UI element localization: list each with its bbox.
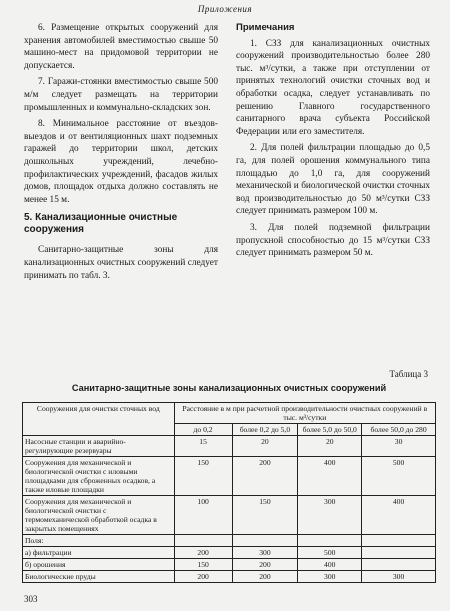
paragraph-item-6: 6. Размещение открытых сооружений для хранения автомобилей вместимостью свыше 50 машино-мест на придомовой территории не допускается. bbox=[24, 23, 218, 71]
row-value bbox=[298, 535, 362, 547]
section-heading: 5. Канализационные очистные сооружения bbox=[24, 212, 178, 236]
left-column bbox=[24, 22, 218, 286]
row-value: 200 bbox=[174, 547, 232, 559]
row-value: 400 bbox=[298, 559, 362, 571]
note-2: 2. Для полей фильтрации площадью до 0,5 га, для полей орошения коммунального типа площадью до 1,0 га, для сооружений механической и биологической очистки сточных вод производительностью до 50 м³/сутки СЗЗ следует принимать размером 100 м. bbox=[236, 143, 430, 217]
row-value: 300 bbox=[298, 571, 362, 583]
paragraph-item-7: 7. Гаражи-стоянки вместимостью свыше 500 м/м следует размещать на территории промышленных и коммунально-складских зон. bbox=[24, 77, 218, 113]
row-value: 400 bbox=[298, 457, 362, 496]
table-row bbox=[23, 496, 436, 535]
table-row bbox=[23, 559, 436, 571]
section-text: Санитарно-защитные зоны для канализационных очистных сооружений следует принимать по табл. 3. bbox=[24, 245, 218, 281]
sanitary-zones-table bbox=[22, 402, 436, 583]
row-value bbox=[362, 535, 436, 547]
row-value: 150 bbox=[174, 457, 232, 496]
row-value bbox=[362, 559, 436, 571]
row-value: 150 bbox=[232, 496, 298, 535]
row-value: 20 bbox=[298, 436, 362, 457]
row-name: Биологические пруды bbox=[23, 571, 175, 583]
paragraph-item-8: 8. Минимальное расстояние от въездов-выездов и от вентиляционных шахт подземных гаражей до территории школ, детских дошкольных учреждений, лечебно-профилактических учреждений, фасадов жилых домов, площадок отдыха должно составлять не менее 15 м. bbox=[24, 119, 218, 205]
row-value: 300 bbox=[298, 496, 362, 535]
row-value: 500 bbox=[298, 547, 362, 559]
note-1: 1. СЗЗ для канализационных очистных сооружений производительностью более 280 тыс. м³/сутки, а также при отступлении от принятых технологий очистки сточных вод и обработки осадка, следует устанавливать по решению Главного государственного санитарного врача субъекта Российской Федерации или его заместителя. bbox=[236, 38, 430, 137]
row-value: 500 bbox=[362, 457, 436, 496]
row-value bbox=[232, 535, 298, 547]
note-3: 3. Для полей подземной фильтрации пропускной способностью до 15 м³/сутки СЗЗ следует принимать размером 50 м. bbox=[236, 222, 430, 259]
row-value bbox=[174, 535, 232, 547]
row-name: Насосные станции и аварийно-регулирующие резервуары bbox=[23, 436, 175, 457]
row-value: 200 bbox=[174, 571, 232, 583]
row-value: 150 bbox=[174, 559, 232, 571]
row-value bbox=[362, 547, 436, 559]
header-range-2: более 0,2 до 5,0 bbox=[232, 424, 298, 436]
row-value: 30 bbox=[362, 436, 436, 457]
row-value: 20 bbox=[232, 436, 298, 457]
table-label: Таблица 3 bbox=[389, 369, 428, 379]
header-range-3: более 5,0 до 50,0 bbox=[298, 424, 362, 436]
row-value: 300 bbox=[362, 571, 436, 583]
table-row bbox=[23, 571, 436, 583]
row-name: Сооружения для механической и биологической очистки с термомеханической обработкой осадка в закрытых помещениях bbox=[23, 496, 175, 535]
row-value: 400 bbox=[362, 496, 436, 535]
header-facility: Сооружения для очистки сточных вод bbox=[23, 403, 175, 436]
table-row bbox=[23, 547, 436, 559]
row-value: 200 bbox=[232, 457, 298, 496]
notes-heading: Примечания bbox=[236, 22, 295, 33]
running-head: Приложения bbox=[197, 4, 253, 14]
page-number: 303 bbox=[24, 594, 38, 604]
table-title: Санитарно-защитные зоны канализационных очистных сооружений bbox=[71, 383, 387, 393]
table-row bbox=[23, 535, 436, 547]
table-row bbox=[23, 457, 436, 496]
row-value: 200 bbox=[232, 571, 298, 583]
row-name: Поля: bbox=[23, 535, 175, 547]
right-column bbox=[236, 22, 430, 264]
row-value: 300 bbox=[232, 547, 298, 559]
row-name: а) фильтрации bbox=[23, 547, 175, 559]
row-value: 200 bbox=[232, 559, 298, 571]
header-range-4: более 50,0 до 280 bbox=[362, 424, 436, 436]
row-value: 15 bbox=[174, 436, 232, 457]
row-name: б) орошения bbox=[23, 559, 175, 571]
row-value: 100 bbox=[174, 496, 232, 535]
row-name: Сооружения для механической и биологической очистки с иловыми площадками для сброженных осадков, а также иловые площадки bbox=[23, 457, 175, 496]
table-row bbox=[23, 436, 436, 457]
header-distance-group: Расстояние в м при расчетной производительности очистных сооружений в тыс. м³/сутки bbox=[174, 403, 435, 424]
header-range-1: до 0,2 bbox=[174, 424, 232, 436]
